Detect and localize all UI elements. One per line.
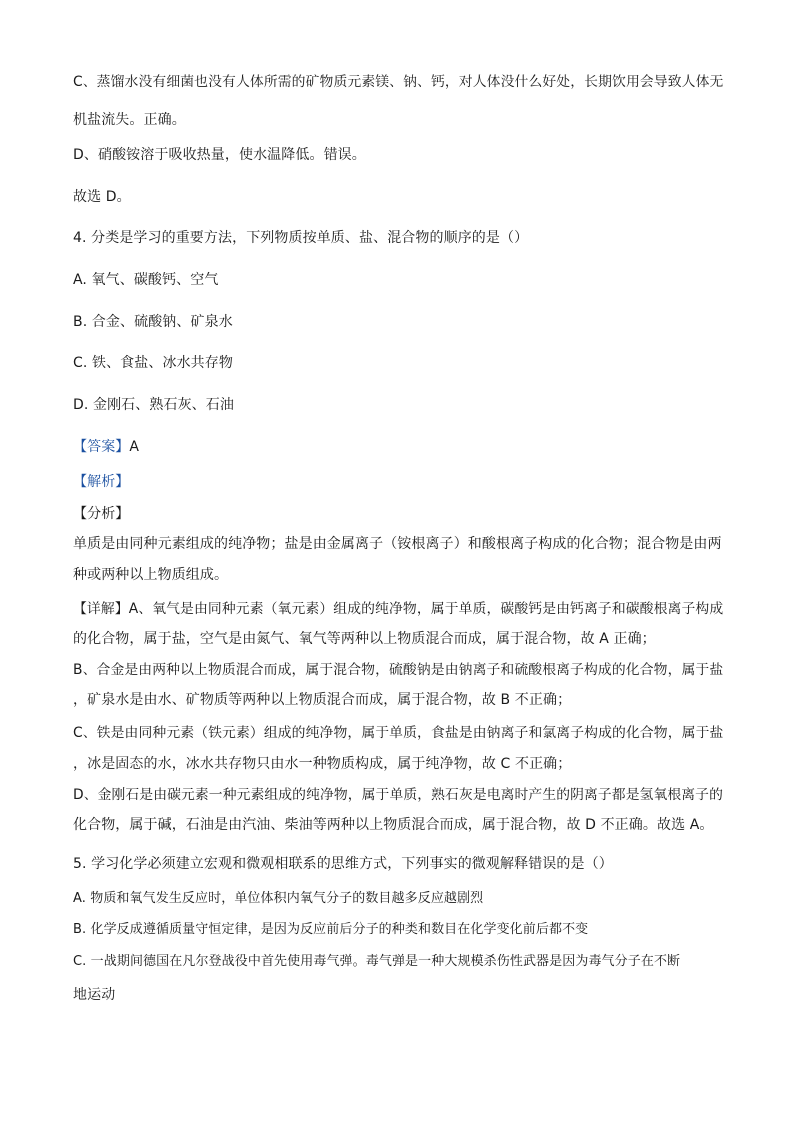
fenxi-line2: 种或两种以上物质组成。	[73, 567, 229, 583]
q5-option-c-line2: 地运动	[73, 987, 116, 1003]
q3-option-c-line2: 机盐流失。正确。	[73, 112, 186, 128]
xiangjie-tag: 【详解】	[73, 601, 129, 617]
q4-option-c: C. 铁、食盐、冰水共存物	[73, 355, 233, 371]
detail-line-2: 的化合物，属于盐，空气是由氮气、氧气等两种以上物质混合而成，属于混合物，故 A 正确；	[73, 631, 656, 647]
q4-stem: 4. 分类是学习的重要方法，下列物质按单质、盐、混合物的顺序的是（）	[73, 230, 529, 246]
q4-option-a: A. 氧气、碳酸钙、空气	[73, 272, 219, 288]
q5-option-b: B. 化学反成遵循质量守恒定律，是因为反应前后分子的种类和数目在化学变化前后都不变	[73, 922, 589, 937]
detail-text: A、氧气是由同种元素（氧元素）组成的纯净物，属于单质，碳酸钙是由钙离子和碳酸根离子构成	[128, 601, 724, 617]
q5-stem: 5. 学习化学必须建立宏观和微观相联系的思维方式，下列事实的微观解释错误的是（）	[73, 856, 613, 872]
detail-line-5: C、铁是由同种元素（铁元素）组成的纯净物，属于单质，食盐是由钠离子和氯离子构成的化合物，属于盐	[73, 725, 724, 741]
answer-tag: 【答案】	[73, 439, 130, 455]
detail-line-1	[73, 600, 723, 618]
q4-answer	[73, 438, 723, 456]
detail-line-3: B、合金是由两种以上物质混合而成，属于混合物，硫酸钠是由钠离子和硫酸根离子构成的化合物，属于盐	[73, 662, 724, 678]
q5-option-a: A. 物质和氧气发生反应时，单位体积内氧气分子的数目越多反应越剧烈	[73, 891, 484, 906]
q3-conclusion: 故选 D。	[73, 189, 131, 205]
q5-option-c-line1: C. 一战期间德国在凡尔登战役中首先使用毒气弹。毒气弹是一种大规模杀伤性武器是因为毒气分子在不断	[73, 954, 681, 969]
detail-line-6: ，冰是固态的水，冰水共存物只由水一种物质构成，属于纯净物，故 C 不正确；	[73, 756, 572, 772]
q4-option-d: D. 金刚石、熟石灰、石油	[73, 397, 234, 413]
analysis-tag: 【解析】	[73, 474, 130, 490]
answer-value: A	[129, 439, 140, 455]
q3-option-d: D、硝酸铵溶于吸收热量，使水温降低。错误。	[73, 147, 366, 163]
detail-line-7: D、金刚石是由碳元素一种元素组成的纯净物，属于单质，熟石灰是电离时产生的阴离子都是氢氧根离子的	[73, 787, 723, 803]
q3-option-c-line1: C、蒸馏水没有细菌也没有人体所需的矿物质元素镁、钠、钙，对人体没什么好处，长期饮用会导致人体无	[73, 74, 724, 90]
fenxi-line1: 单质是由同种元素组成的纯净物；盐是由金属离子（铵根离子）和酸根离子构成的化合物；混合物是由两	[73, 536, 722, 552]
fenxi-tag: 【分析】	[73, 506, 130, 522]
q4-option-b: B. 合金、硫酸钠、矿泉水	[73, 314, 233, 330]
detail-line-4: ，矿泉水是由水、矿物质等两种以上物质混合而成，属于混合物，故 B 不正确；	[73, 692, 572, 708]
detail-line-8: 化合物，属于碱，石油是由汽油、柴油等两种以上物质混合而成，属于混合物，故 D 不正确。故选 A。	[73, 817, 714, 833]
